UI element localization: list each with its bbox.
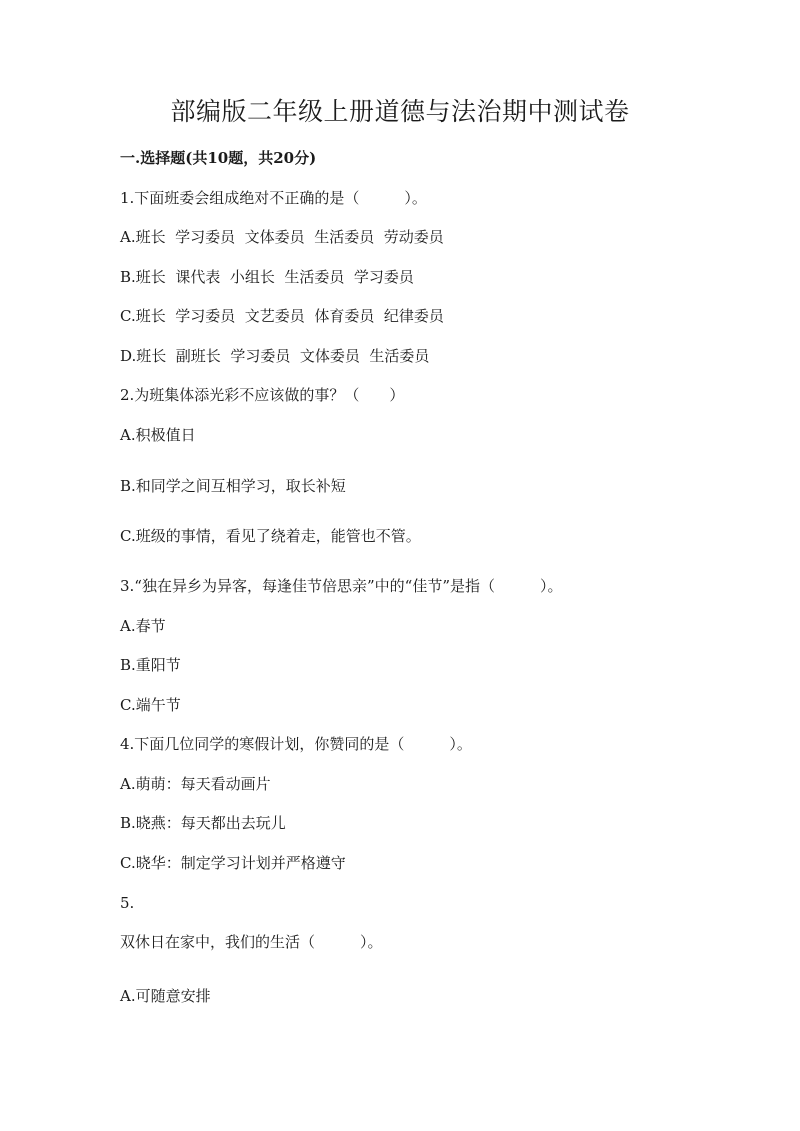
question-4-option-c: C.晓华：制定学习计划并严格遵守 [120,854,346,872]
question-5-option-a: A.可随意安排 [120,987,211,1005]
question-3-option-c: C.端午节 [120,696,181,714]
exam-title: 部编版二年级上册道德与法治期中测试卷 [170,97,630,126]
question-2-option-c: C.班级的事情，看见了绕着走，能管也不管。 [120,527,421,545]
question-2-option-a: A.积极值日 [120,426,196,444]
question-3-option-b: B.重阳节 [120,656,181,674]
question-2-stem: 2.为班集体添光彩不应该做的事？（ ） [120,386,405,404]
question-1-option-d: D.班长 副班长 学习委员 文体委员 生活委员 [120,347,430,365]
question-5-stem: 双休日在家中，我们的生活（ ）。 [120,933,383,951]
question-3-option-a: A.春节 [120,617,166,635]
question-1-option-c: C.班长 学习委员 文艺委员 体育委员 纪律委员 [120,307,444,325]
question-5-number: 5. [120,894,135,912]
question-4-stem: 4.下面几位同学的寒假计划，你赞同的是（ ）。 [120,735,472,753]
question-2-option-b: B.和同学之间互相学习，取长补短 [120,477,346,495]
question-4-option-b: B.晓燕：每天都出去玩儿 [120,814,286,832]
question-4-option-a: A.萌萌：每天看动画片 [120,775,271,793]
question-1-option-a: A.班长 学习委员 文体委员 生活委员 劳动委员 [120,228,444,246]
question-1-stem: 1.下面班委会组成绝对不正确的是（ ）。 [120,189,427,207]
section-heading: 一.选择题(共10题，共20分) [120,149,317,167]
question-1-option-b: B.班长 课代表 小组长 生活委员 学习委员 [120,268,414,286]
question-3-stem: 3.“独在异乡为异客，每逢佳节倍思亲”中的“佳节”是指（ ）。 [120,577,563,595]
